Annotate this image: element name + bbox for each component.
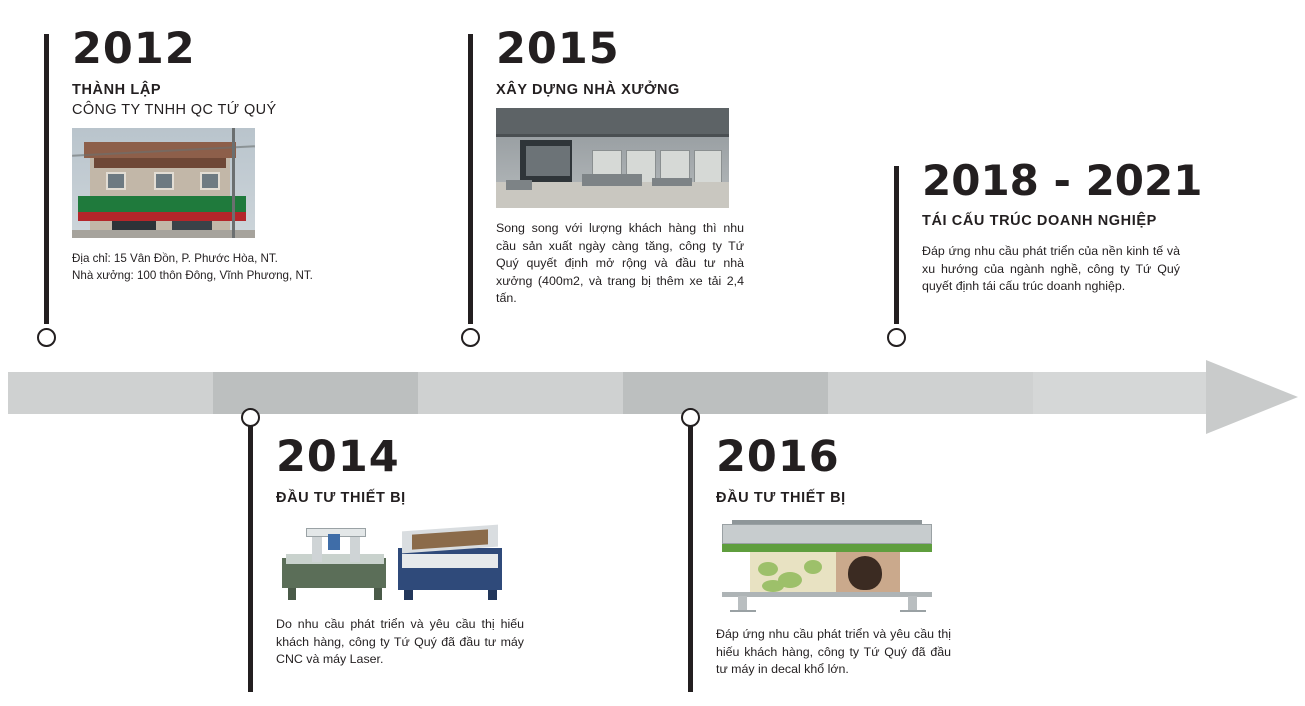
milestone-stem (894, 166, 899, 324)
milestone-description: Đáp ứng nhu cầu phát triển của nền kinh tế và xu hướng của ngành nghề, công ty Tứ Quý quyết định tái cấu trúc doanh nghiệp. (922, 244, 1180, 294)
timeline-segment (418, 372, 623, 414)
address-line: Nhà xưởng: 100 thôn Đông, Vĩnh Phương, NT. (72, 269, 313, 283)
milestone-content (716, 432, 951, 679)
milestone-subtitle-secondary: CÔNG TY TNHH QC TỨ QUÝ (72, 102, 277, 118)
large-format-printer-photo (716, 518, 939, 612)
milestone-node (461, 328, 480, 347)
milestone-year: 2016 (716, 432, 840, 482)
milestone-description: Song song với lượng khách hàng thì nhu cầu sản xuất ngày càng tăng, công ty Tứ Quý quyết định mở rộng và đầu tư nhà xưởng (400m2, và trang bị thêm xe tải 2,4 tấn. (496, 221, 744, 306)
milestone-subtitle: THÀNH LẬP (72, 82, 162, 98)
milestone-content (922, 156, 1203, 296)
milestone-node (37, 328, 56, 347)
milestone-year: 2015 (496, 24, 620, 74)
milestone-description: Đáp ứng nhu cầu phát triển và yêu cầu thị hiếu khách hàng, công ty Tứ Quý đã đầu tư máy in decal khổ lớn. (716, 627, 951, 677)
milestone-stem (248, 422, 253, 692)
timeline-arrow (8, 360, 1298, 434)
milestone-year: 2012 (72, 24, 196, 74)
milestone-node (241, 408, 260, 427)
cnc-and-laser-machine-photo (276, 520, 508, 602)
milestone-subtitle: ĐẦU TƯ THIẾT BỊ (716, 490, 846, 506)
address-line: Địa chỉ: 15 Vân Đồn, P. Phước Hòa, NT. (72, 252, 278, 265)
storefront-photo (72, 128, 255, 238)
milestone-year: 2018 - 2021 (922, 156, 1203, 205)
milestone-node (681, 408, 700, 427)
milestone-stem (688, 422, 693, 692)
timeline-arrow-head (1206, 360, 1298, 434)
milestone-content (72, 24, 313, 285)
milestone-year: 2014 (276, 432, 400, 482)
timeline-segment (8, 372, 213, 414)
timeline-segment (1033, 372, 1218, 414)
milestone-stem (468, 34, 473, 324)
timeline-segment (828, 372, 1033, 414)
milestone-subtitle: ĐẦU TƯ THIẾT BỊ (276, 490, 406, 506)
milestone-content (276, 432, 524, 669)
milestone-description: Do nhu cầu phát triển và yêu cầu thị hiếu khách hàng, công ty Tứ Quý đã đầu tư máy CNC và máy Laser. (276, 617, 524, 667)
milestone-stem (44, 34, 49, 324)
timeline-band (8, 372, 1218, 414)
milestone-node (887, 328, 906, 347)
address-block (72, 250, 312, 285)
timeline-segment (213, 372, 418, 414)
milestone-subtitle: XÂY DỰNG NHÀ XƯỞNG (496, 82, 680, 98)
milestone-content (496, 24, 744, 308)
timeline-segment (623, 372, 828, 414)
milestone-subtitle: TÁI CẤU TRÚC DOANH NGHIỆP (922, 213, 1157, 229)
factory-interior-photo (496, 108, 729, 208)
